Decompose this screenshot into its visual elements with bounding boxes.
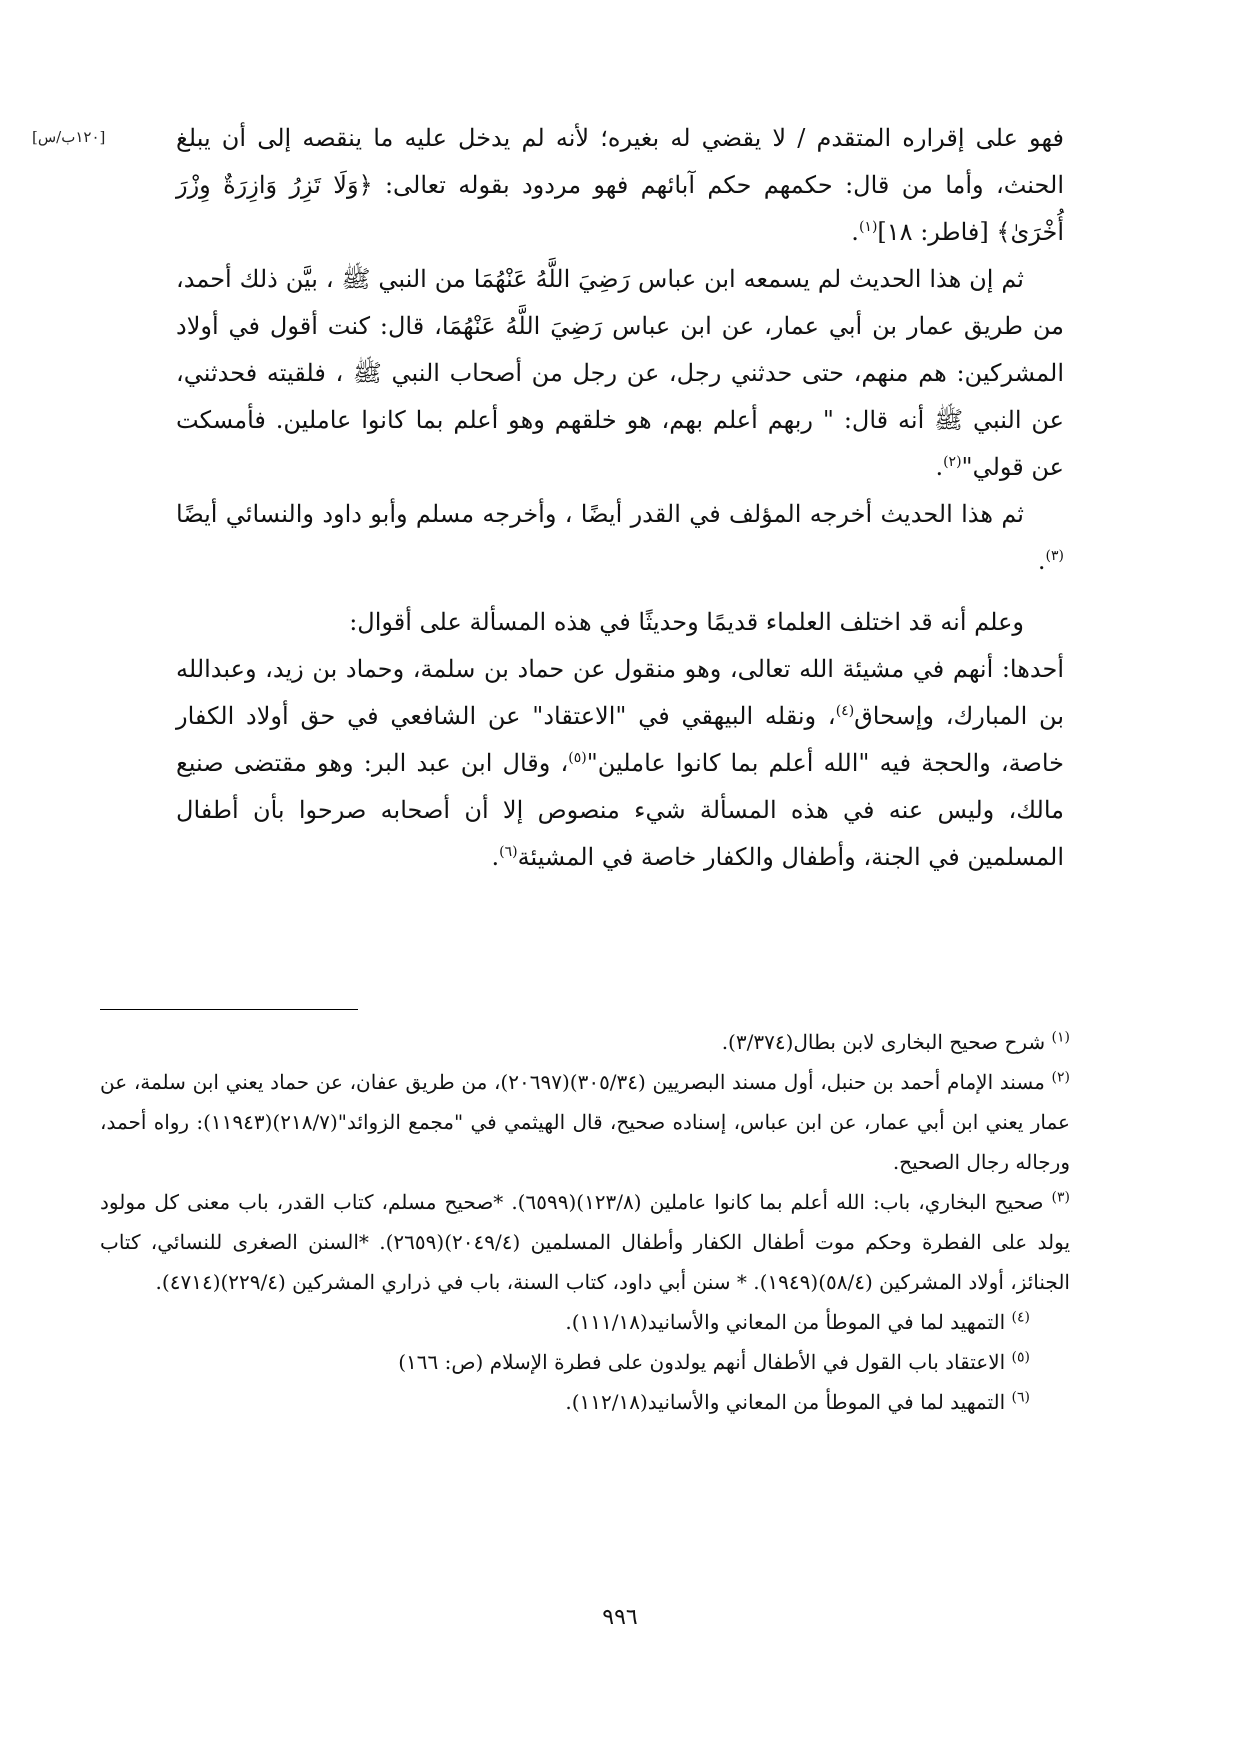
- margin-folio-note: [١٢٠ب/س]: [32, 128, 106, 146]
- footnote-4-mark: (٤): [1011, 1309, 1030, 1326]
- paragraph-5-text-b: ، ونقله البيهقي في "الاعتقاد" عن الشافعي في حق أولاد الكفار خاصة، والحجة فيه "الله أعلم بما كانوا عاملين": [176, 702, 1065, 777]
- footnote-ref-3[interactable]: (٣): [1045, 548, 1064, 564]
- footnote-4: [100, 1302, 1070, 1342]
- main-text: [176, 115, 1064, 881]
- footnote-6: [100, 1382, 1070, 1422]
- paragraph-5-text-a: أحدها: أنهم في مشيئة الله تعالى، وهو منقول عن حماد بن سلمة، وحماد بن زيد، وعبدالله بن المبارك، وإسحاق: [176, 655, 1064, 730]
- footnote-6-mark: (٦): [1011, 1389, 1030, 1406]
- footnote-5: [100, 1342, 1070, 1382]
- footnote-3: [100, 1182, 1070, 1302]
- paragraph-3-end: .: [1037, 547, 1046, 575]
- paragraph-1-end: .: [851, 218, 859, 246]
- footnote-5-text: الاعتقاد باب القول في الأطفال أنهم يولدون على فطرة الإسلام (ص: ١٦٦): [398, 1350, 1006, 1374]
- paragraph-5-end: .: [491, 843, 500, 871]
- footnote-3-text: صحيح البخاري، باب: الله أعلم بما كانوا عاملين (١٢٣/٨)(٦٥٩٩). *صحيح مسلم، كتاب القدر، باب معنى كل مولود يولد على الفطرة وحكم موت أطفال الكفار وأطفال المسلمين (٢٠٤٩/٤)(٢٦٥٩). *السنن الصغرى للنسائي، كتاب الجنائز، أولاد المشركين (٥٨/٤)(١٩٤٩). * سنن أبي داود، كتاب السنة، باب في ذراري المشركين (٢٢٩/٤)(٤٧١٤).: [100, 1190, 1071, 1294]
- paragraph-1-line-2: من قال: حكمهم حكم آبائهم فهو مردود بقوله تعالى: ﴿وَلَا تَزِرُ وَازِرَةٌ وِزْرَ أُخْرَىٰ﴾ [فاطر: ١٨]: [176, 171, 1064, 246]
- footnote-separator: [100, 1009, 358, 1010]
- paragraph-2-end: .: [935, 453, 944, 481]
- footnote-ref-1[interactable]: (١): [858, 219, 878, 235]
- paragraph-2: [176, 256, 1064, 491]
- footnote-1: [100, 1022, 1070, 1062]
- footnotes: [100, 1022, 1070, 1422]
- footnote-ref-4[interactable]: (٤): [835, 703, 855, 719]
- footnote-2: [100, 1062, 1070, 1182]
- footnote-ref-6[interactable]: (٦): [499, 844, 518, 860]
- footnote-4-text: التمهيد لما في الموطأ من المعاني والأسانيد(١١١/١٨).: [565, 1310, 1006, 1334]
- paragraph-3: [176, 491, 1064, 585]
- footnote-2-text: مسند الإمام أحمد بن حنبل، أول مسند البصريين (٣٠٥/٣٤)(٢٠٦٩٧)، من طريق عفان، عن حماد يعني ابن سلمة، عن عمار يعني ابن أبي عمار، عن ابن عباس، إسناده صحيح، قال الهيثمي في "مجمع الزوائد"(٢١٨/٧)(١١٩٤٣): رواه أحمد، ورجاله رجال الصحيح.: [100, 1070, 1070, 1174]
- paragraph-3-text: ثم هذا الحديث أخرجه المؤلف في القدر أيضًا ، وأخرجه مسلم وأبو داود والنسائي أيضًا: [176, 500, 1024, 528]
- paragraph-5: [176, 646, 1064, 881]
- footnote-3-mark: (٣): [1051, 1189, 1070, 1206]
- paragraph-1-line-1: فهو على إقراره المتقدم / لا يقضي له بغيره؛ لأنه لم يدخل عليه ما ينقصه إلى أن يبلغ الحنث، وأما: [176, 124, 1064, 199]
- footnote-5-mark: (٥): [1011, 1349, 1030, 1366]
- paragraph-5-text-c: ، وقال ابن عبد البر: وهو مقتضى صنيع مالك، وليس عنه في هذه المسألة شيء منصوص إلا أن أصحابه صرحوا بأن أطفال المسلمين في الجنة، وأطفال والكفار خاصة في المشيئة: [176, 749, 1064, 871]
- footnote-ref-2[interactable]: (٢): [943, 454, 962, 470]
- footnote-1-text: شرح صحيح البخارى لابن بطال(٣/٣٧٤).: [721, 1030, 1046, 1054]
- page-number: ٩٩٦: [602, 1605, 638, 1630]
- footnote-1-mark: (١): [1051, 1029, 1070, 1046]
- footnote-2-mark: (٢): [1051, 1069, 1071, 1086]
- footnote-ref-5[interactable]: (٥): [568, 750, 587, 766]
- paragraph-1: [176, 115, 1064, 256]
- footnote-6-text: التمهيد لما في الموطأ من المعاني والأسانيد(١١٢/١٨).: [565, 1390, 1006, 1414]
- paragraph-2-text: ثم إن هذا الحديث لم يسمعه ابن عباس رَضِيَ اللَّهُ عَنْهُمَا من النبي ﷺ ، بيَّن ذلك أحمد، من طريق عمار بن أبي عمار، عن ابن عباس رَضِيَ اللَّهُ عَنْهُمَا، قال: كنت أقول في أولاد المشركين: هم منهم، حتى حدثني رجل، عن رجل من أصحاب النبي ﷺ ، فلقيته فحدثني، عن النبي ﷺ أنه قال: " ربهم أعلم بهم، هو خلقهم وهو أعلم بما كانوا عاملين. فأمسكت عن قولي": [176, 265, 1064, 481]
- paragraph-4: وعلم أنه قد اختلف العلماء قديمًا وحديثًا في هذه المسألة على أقوال:: [349, 608, 1024, 636]
